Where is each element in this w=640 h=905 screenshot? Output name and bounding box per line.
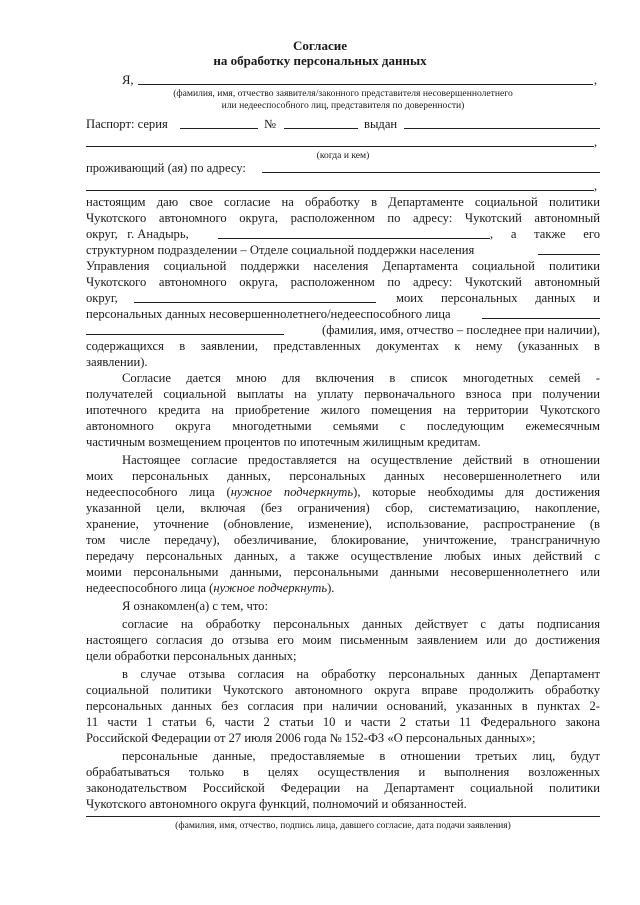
address-field[interactable]: [262, 172, 600, 173]
hint-issued: (когда и кем): [316, 150, 370, 161]
p3-line-7: передачу персональных данных, а также осуществление любых иных действий с: [86, 549, 600, 563]
consent-document: Согласие на обработку персональных данных Я, , (фамилия, имя, отчество заявителя/законного представителя несовершеннолетнего или недееспособного лиц, представителя по доверенности) Паспорт: серия № выдан , (когда и кем) проживающий (ая) по адресу: , настоящим даю свое согласие на обработку в Департаменте социальной политики Чукотского автономного округа, расположенном по адресу: Чукотский автономный округ, г. Анадырь, , а также его структурном подразделении – Отделе социальной поддержки населения Управления социальной поддержки населения Департамента социальной политики Чукотского автономного округа, расположенном по адресу: Чукотский автономный округ, моих персональных данных и персональных данных несовершеннолетнего/недееспособного лица (фамилия, имя, отчество – последнее при наличии), содержащихся в заявлении, представленных документах к нему (указанных в заявлении). Согласие дается мною для включения в список многодетных семей - получателей социальной выплаты на уплату первоначального взноса при получении ипотечного кредита на приобретение жилого помещения на территории Чукотского автономного округа многодетными семьями с последующим ежемесячным частичным возмещением процентов по ипотечным жилищным кредитам. Настоящее согласие предоставляется на осуществление действий в отношении моих персональных данных, персональных данных несовершеннолетнего или недееспособного лица (нужное подчеркнуть), которые необходимы для достижения указанной цели, включая (без ограничения) сбор, систематизацию, накопление, хранение, уточнение (обновление, изменение), использование, распространение (в том числе передачу), обезличивание, блокирование, уничтожение, трансграничную передачу персональных данных, а также осуществление любых иных действий с моими персональными данными, персональными данными несовершеннолетнего или недееспособного лица (нужное подчеркнуть). Я ознакомлен(а) с тем, что: согласие на обработку персональных данных действует с даты подписания настоящего согласия до отзыва его моим письменным заявлением или до достижения цели обработки персональных данных; в случае отзыва согласия на обработку персональных данных Департамент социальной политики Чукотского автономного округа вправе продолжить обработку персональных данных без согласия при наличии оснований, указанных в пунктах 2- 11 части 1 статьи 6, части 2 статьи 10 и части 2 статьи 11 Федерального закона Российской Федерации от 27 июля 2006 года № 152-ФЗ «О персональных данных»; персональные данные, предоставляемые в отношении третьих лиц, будут обрабатываться только в целях осуществления и выполнения возложенных законодательством Российской Федерации на Департамент социальной политики Чукотского автономного округа функций, полномочий и обязанностей. (фамилия, имя, отчество, подпись лица, давшего согласие, дата подачи заявления): [0, 0, 640, 905]
p2-line-2: получателей социальной выплаты на уплату первоначального взноса при получении: [86, 387, 600, 401]
okrug-address-field[interactable]: [134, 302, 376, 303]
p7-line-3: законодательством Российской Федерации на Департамент социальной политики: [86, 781, 600, 795]
anadyr-address-field[interactable]: [218, 238, 490, 239]
hint-fio-2: или недееспособного лиц, представителя по доверенности): [221, 100, 465, 111]
p6-line-4: 11 части 1 статьи 6, части 2 статьи 10 и части 2 статьи 11 Федерального закона: [86, 715, 600, 729]
p5-line-3: цели обработки персональных данных;: [86, 649, 297, 663]
document-title: Согласие: [293, 38, 347, 53]
passport-issued-field[interactable]: [404, 128, 600, 129]
p2-line-1: Согласие дается мною для включения в список многодетных семей -: [122, 371, 600, 385]
p7-line-1: персональные данные, предоставляемые в отношении третьих лиц, будут: [122, 749, 600, 763]
p3-line-1: Настоящее согласие предоставляется на осуществление действий в отношении: [122, 453, 600, 467]
p6-line-2: социальной политики Чукотского автономного округа вправе продолжить обработку: [86, 683, 600, 697]
passport-line: Паспорт: серия: [86, 117, 168, 131]
p3-line-3: недееспособного лица (нужное подчеркнуть), которые необходимы для достижения: [86, 485, 600, 499]
p2-line-3: ипотечного кредита на приобретение жилого помещения на территории Чукотского: [86, 403, 600, 417]
p4-line: Я ознакомлен(а) с тем, что:: [122, 599, 268, 613]
p7-line-2: обрабатываться только в целях осуществления и выполнения возложенных: [86, 765, 600, 779]
p1-line-10: заявлении).: [86, 355, 148, 369]
p6-line-3: персональных данных без согласия при наличии оснований, указанных в пунктах 2-: [86, 699, 600, 713]
p1-line-6: Чукотского автономного округа, расположенном по адресу: Чукотский автономный: [86, 275, 600, 289]
p3-line-2: моих персональных данных, персональных данных несовершеннолетнего или: [86, 469, 600, 483]
p7-line-4: Чукотского автономного округа функций, полномочий и обязанностей.: [86, 797, 467, 811]
p5-line-1: согласие на обработку персональных данных действует с даты подписания: [122, 617, 600, 631]
p3-line-6: том числе передачу), обезличивание, блокирование, уничтожение, трансграничную: [86, 533, 600, 547]
p6-line-5: Российской Федерации от 27 июля 2006 года № 152-ФЗ «О персональных данных»;: [86, 731, 536, 745]
p1-line-8: персональных данных несовершеннолетнего/недееспособного лица: [86, 307, 451, 321]
p1-line-2: Чукотского автономного округа, расположенном по адресу: Чукотский автономный: [86, 211, 600, 225]
applicant-line: Я,: [122, 73, 134, 87]
p6-line-1: в случае отзыва согласия на обработку персональных данных Департамент: [122, 667, 600, 681]
minor-name-field[interactable]: [482, 318, 600, 319]
p2-line-5: частичным возмещением процентов по ипотечным жилищным кредитам.: [86, 435, 481, 449]
p1-line-4: структурном подразделении – Отделе социальной поддержки населения: [86, 243, 475, 257]
p1-line-3: округ, г. Анадырь,: [86, 227, 189, 241]
p3-line-8: моими персональными данными, персональными данными несовершеннолетнего или: [86, 565, 600, 579]
p1-line-9: содержащихся в заявлении, представленных документах к нему (указанных в: [86, 339, 600, 353]
p1-line-5: Управления социальной поддержки населения Департамента социальной политики: [86, 259, 600, 273]
passport-issued-field-2[interactable]: [86, 146, 594, 147]
hint-fio-1: (фамилия, имя, отчество заявителя/законного представителя несовершеннолетнего: [173, 88, 513, 99]
signature-field[interactable]: [86, 816, 600, 817]
address-label: проживающий (ая) по адресу:: [86, 161, 246, 175]
passport-series-field[interactable]: [180, 128, 258, 129]
minor-name-field-2[interactable]: [86, 334, 284, 335]
document-subtitle: на обработку персональных данных: [213, 53, 427, 68]
p2-line-4: автономного округа многодетными семьями с последующим ежемесячным: [86, 419, 600, 433]
address-field-2[interactable]: [86, 190, 594, 191]
p5-line-2: настоящего согласия до отзыва его моим письменным заявлением или до достижения: [86, 633, 600, 647]
fio-last-hint: (фамилия, имя, отчество – последнее при наличии),: [322, 323, 600, 337]
hint-signature: (фамилия, имя, отчество, подпись лица, давшего согласие, дата подачи заявления): [175, 820, 511, 831]
department-field[interactable]: [538, 254, 600, 255]
p1-line-7: округ,: [86, 291, 118, 305]
p1-line-1: настоящим даю свое согласие на обработку в Департаменте социальной политики: [86, 195, 600, 209]
p3-line-9: недееспособного лица (нужное подчеркнуть).: [86, 581, 335, 595]
applicant-name-field[interactable]: [138, 84, 593, 85]
p3-line-4: указанной цели, включая (без ограничения) сбор, систематизацию, накопление,: [86, 501, 600, 515]
p3-line-5: хранение, уточнение (обновление, изменение), использование, распространение (в: [86, 517, 600, 531]
passport-number-field[interactable]: [284, 128, 358, 129]
